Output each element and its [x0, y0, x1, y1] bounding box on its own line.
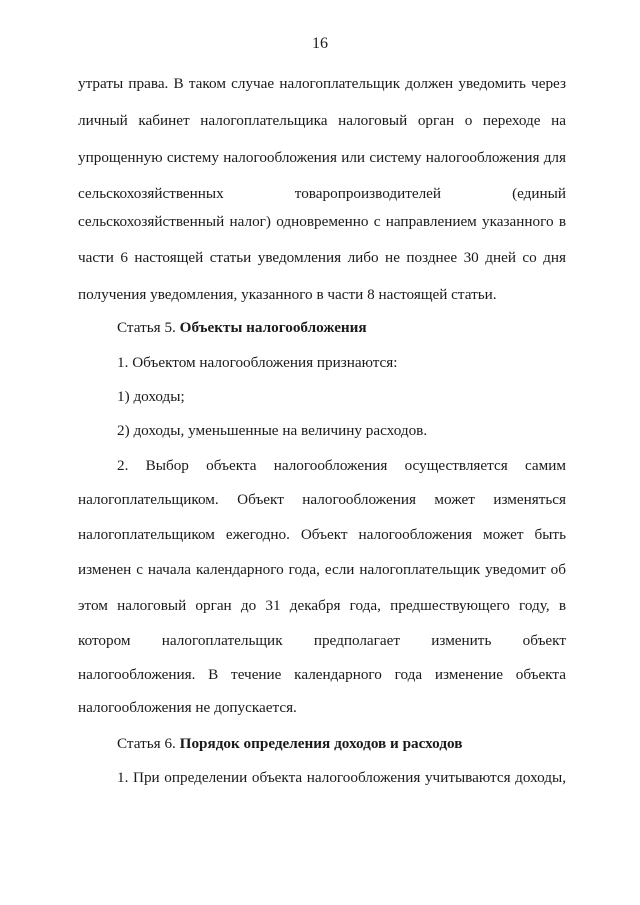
- page-number: 16: [312, 35, 328, 52]
- text-line: упрощенную систему налогообложения или систему налогообложения для: [78, 149, 566, 166]
- article-number: Статья 6.: [117, 735, 180, 752]
- article-number: Статья 5.: [117, 319, 180, 336]
- article-title: Порядок определения доходов и расходов: [179, 735, 463, 752]
- text-line: сельскохозяйственный налог) одновременно с направлением указанного в: [78, 213, 566, 230]
- text-line: этом налоговый орган до 31 декабря года, предшествующего году, в: [78, 597, 566, 614]
- text-line: утраты права. В таком случае налогоплательщик должен уведомить через: [78, 75, 566, 92]
- article-5-heading: [117, 318, 566, 338]
- text-line: налогообложения не допускается.: [78, 699, 297, 716]
- article-6-heading: [117, 734, 566, 754]
- text-line: 1. Объектом налогообложения признаются:: [117, 354, 398, 371]
- text-line: 2. Выбор объекта налогообложения осуществляется самим: [117, 457, 566, 474]
- text-line: изменен с начала календарного года, если налогоплательщик уведомит об: [78, 561, 566, 578]
- text-line: получения уведомления, указанного в части 8 настоящей статьи.: [78, 286, 497, 303]
- text-line: личный кабинет налогоплательщика налоговый орган о переходе на: [78, 112, 566, 129]
- text-line: налогообложения. В течение календарного года изменение объекта: [78, 666, 566, 683]
- text-line: 1. При определении объекта налогообложения учитываются доходы,: [117, 769, 566, 786]
- text-line: налогоплательщиком. Объект налогообложения может изменяться: [78, 491, 566, 508]
- text-line: сельскохозяйственных товаропроизводителей (единый: [78, 185, 566, 202]
- list-item: 1) доходы;: [117, 388, 185, 405]
- text-line: налогоплательщиком ежегодно. Объект налогообложения может быть: [78, 526, 566, 543]
- article-title: Объекты налогообложения: [179, 319, 367, 336]
- list-item: 2) доходы, уменьшенные на величину расходов.: [117, 422, 428, 439]
- text-line: котором налогоплательщик предполагает изменить объект: [78, 632, 566, 649]
- text-line: части 6 настоящей статьи уведомления либо не позднее 30 дней со дня: [78, 249, 566, 266]
